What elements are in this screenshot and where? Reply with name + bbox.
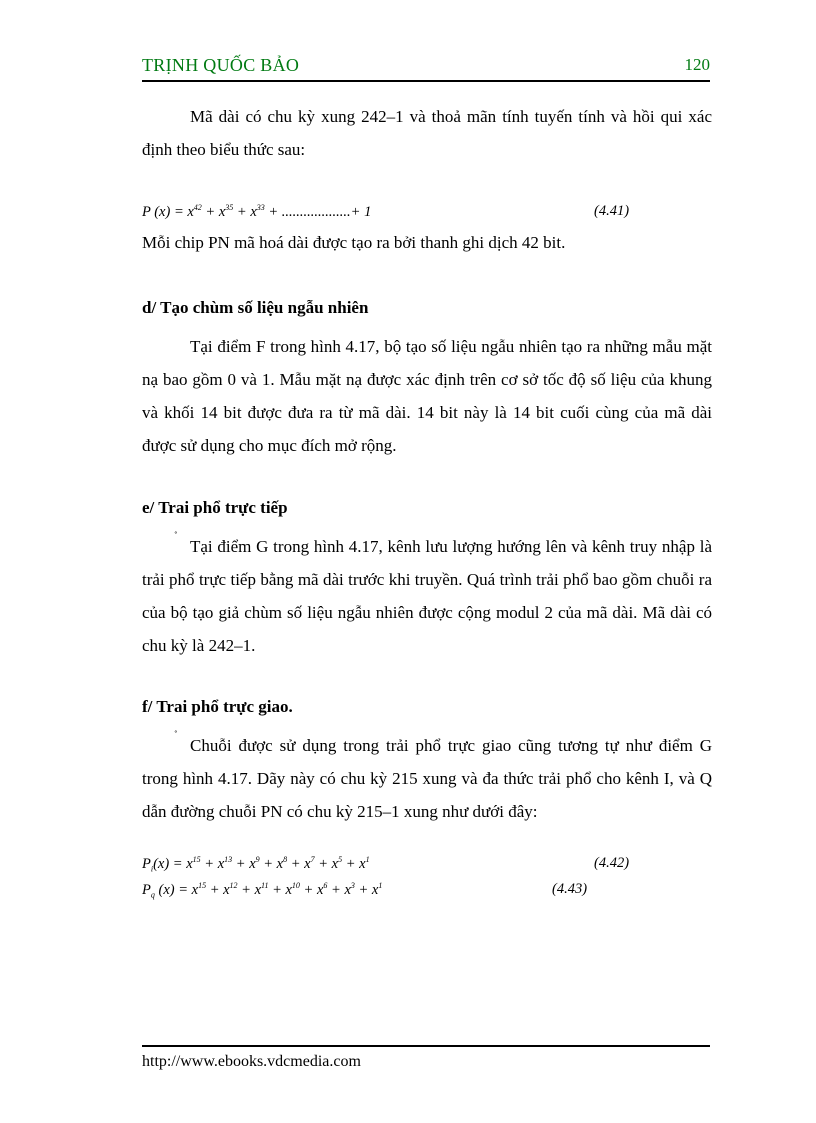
heading-orthogonal-spread: f/ Trai phổ trực giao. [142, 697, 293, 716]
header-author: TRỊNH QUỐC BẢO [142, 55, 300, 75]
bullet-marker: ˚ [174, 729, 178, 741]
equation-number: (4.41) [594, 203, 630, 219]
equation-number: (4.42) [594, 855, 630, 871]
equation-4-43: $P_q$ $(x) = x^{15} + x^{12} + x^{11} + x^{10} + x^6 + x^3 + x^1$ (4.43) [142, 881, 588, 900]
header-divider [142, 80, 710, 82]
paragraph-direct-spread: Tại điểm G trong hình 4.17, kênh lưu lượng hướng lên và kênh truy nhập là trải phổ trực tiếp bằng mã dài trước khi truyền. Quá trình trải phổ bao gồm chuỗi ra của bộ tạo giả chùm số liệu ngẫu nhiên được cộng modul 2 của mã dài. Mã dài có chu kỳ là 242–1. [142, 537, 712, 655]
footer-url[interactable]: http://www.ebooks.vdcmedia.com [142, 1053, 361, 1070]
paragraph-random-data: Tại điểm F trong hình 4.17, bộ tạo số liệu ngẫu nhiên tạo ra những mẫu mặt nạ bao gồm 0 và 1. Mẫu mặt nạ được xác định trên cơ sở tốc độ số liệu của khung và khối 14 bit được đưa ra từ mã dài. 14 bit này là 14 bit cuối cùng của mã dài được sử dụng cho mục đích mở rộng. [142, 337, 712, 455]
heading-direct-spread: e/ Trai phổ trực tiếp [142, 498, 288, 517]
page-header [142, 53, 710, 81]
heading-random-data: d/ Tạo chùm số liệu ngẫu nhiên [142, 298, 369, 317]
equation-4-41: P $(x) = x^{42} + x^{35} + x^{33}$ + ...................+ 1 (4.41) [142, 203, 630, 220]
equation-4-42: $P_i(x) = x^{15} + x^{13} + x^9 + x^8 + x^7 + x^5 + x^1$ (4.42) [142, 855, 630, 874]
paragraph-pn-chip: Mỗi chip PN mã hoá dài được tạo ra bởi thanh ghi dịch 42 bit. [142, 233, 566, 252]
paragraph-long-code: Mã dài có chu kỳ xung 242–1 và thoả mãn tính tuyến tính và hồi qui xác định theo biểu thức sau: [142, 107, 712, 159]
paragraph-orthogonal-spread: Chuỗi được sử dụng trong trải phổ trực giao cũng tương tự như điểm G trong hình 4.17. Dãy này có chu kỳ 215 xung và đa thức trải phổ cho kênh I, và Q dẫn đường chuỗi PN có chu kỳ 215–1 xung như dưới đây: [142, 736, 712, 821]
footer-divider [142, 1045, 710, 1047]
equation-number: (4.43) [552, 881, 588, 897]
page-number: 120 [684, 55, 710, 74]
bullet-marker: ˚ [174, 530, 178, 542]
